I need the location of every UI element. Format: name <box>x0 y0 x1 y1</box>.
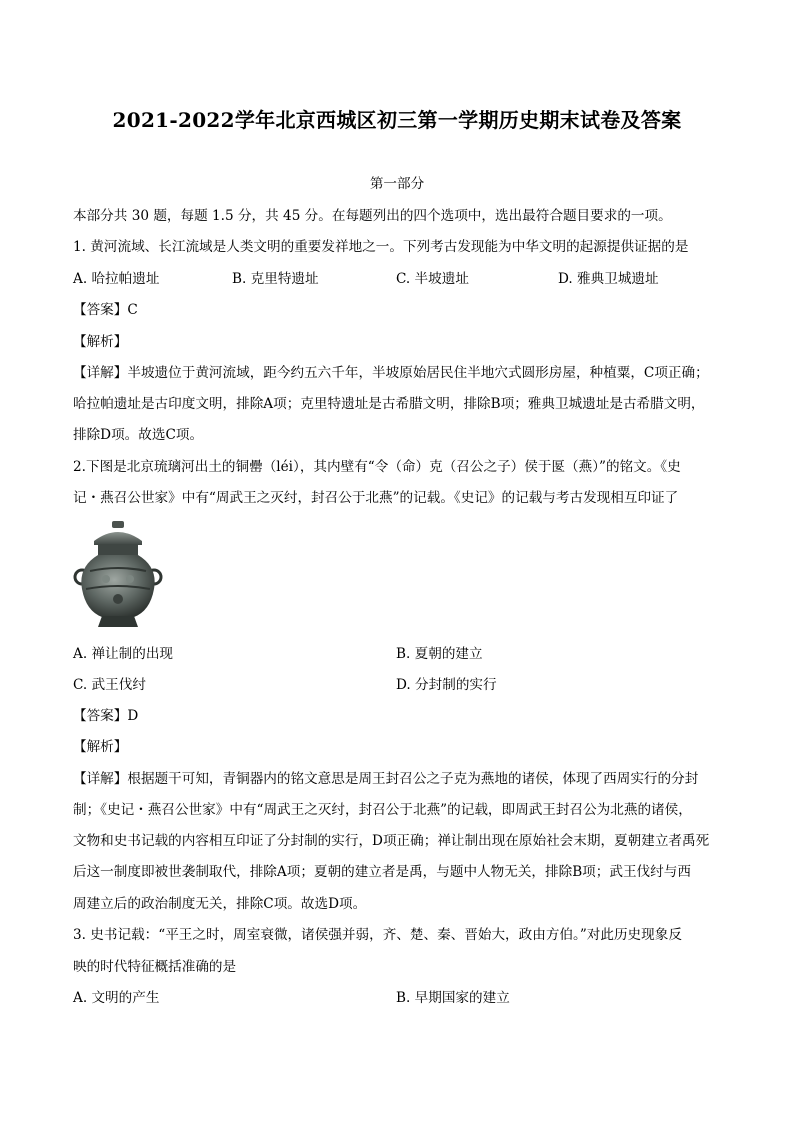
question-2-detail-line: 后这一制度即被世袭制取代，排除A项；夏朝的建立者是禹，与题中人物无关，排除B项；武王伐纣与西 <box>73 864 691 880</box>
question-2-answer: 【答案】D <box>73 708 139 724</box>
question-2-detail-line: 文物和史书记载的内容相互印证了分封制的实行，D项正确；禅让制出现在原始社会末期，夏朝建立者禹死 <box>73 833 710 849</box>
question-2-option-c: C. 武王伐纣 <box>73 677 146 693</box>
question-2-analysis-label: 【解析】 <box>73 739 128 755</box>
question-1-analysis-label: 【解析】 <box>73 334 128 350</box>
question-1-option-b: B. 克里特遗址 <box>232 271 319 287</box>
question-2-option-b: B. 夏朝的建立 <box>396 646 483 662</box>
bronze-lei-vessel-image <box>72 519 164 631</box>
section-heading: 第一部分 <box>369 176 425 192</box>
section-intro: 本部分共 30 题，每题 1.5 分，共 45 分。在每题列出的四个选项中，选出最符合题目要求的一项。 <box>73 208 672 224</box>
question-1-option-c: C. 半坡遗址 <box>396 271 469 287</box>
question-2-detail-line: 【详解】根据题干可知，青铜器内的铭文意思是周王封召公之子克为燕地的诸侯，体现了西周实行的分封 <box>73 771 699 787</box>
question-2-stem-line: 2.下图是北京琉璃河出土的铜罍（léi），其内壁有“令（命）克（召公之子）侯于匽（燕）”的铭文。《史 <box>73 459 681 475</box>
question-1-detail-line: 【详解】半坡遗位于黄河流域，距今约五六千年，半坡原始居民住半地穴式圆形房屋，种植粟，C项正确； <box>73 365 709 381</box>
question-3-stem-line: 映的时代特征概括准确的是 <box>73 959 237 975</box>
question-2-stem-line: 记・燕召公世家》中有“周武王之灭纣，封召公于北燕”的记载。《史记》的记载与考古发现相互印证了 <box>73 490 679 506</box>
question-3-option-a: A. 文明的产生 <box>73 990 160 1006</box>
question-2-option-d: D. 分封制的实行 <box>396 677 497 693</box>
question-3-stem-line: 3. 史书记载：“平王之时，周室衰微，诸侯强并弱，齐、楚、秦、晋始大，政由方伯。”对此历史现象反 <box>73 927 682 943</box>
question-1-option-a: A. 哈拉帕遗址 <box>73 271 160 287</box>
question-2-detail-line: 制；《史记・燕召公世家》中有“周武王之灭纣，封召公于北燕”的记载，即周武王封召公为北燕的诸侯， <box>73 802 692 818</box>
question-2-detail-line: 周建立后的政治制度无关，排除C项。故选D项。 <box>73 896 367 912</box>
page-title: 2021-2022学年北京西城区初三第一学期历史期末试卷及答案 <box>112 108 682 132</box>
question-3-option-b: B. 早期国家的建立 <box>396 990 510 1006</box>
question-1-stem: 1. 黄河流域、长江流域是人类文明的重要发祥地之一。下列考古发现能为中华文明的起源提供证据的是 <box>73 239 689 255</box>
question-1-detail-line: 排除D项。故选C项。 <box>73 427 204 443</box>
question-1-answer: 【答案】C <box>73 302 138 318</box>
question-2-option-a: A. 禅让制的出现 <box>73 646 174 662</box>
question-1-detail-line: 哈拉帕遗址是古印度文明，排除A项；克里特遗址是古希腊文明，排除B项；雅典卫城遗址是古希腊文明， <box>73 396 705 412</box>
question-1-option-d: D. 雅典卫城遗址 <box>558 271 659 287</box>
